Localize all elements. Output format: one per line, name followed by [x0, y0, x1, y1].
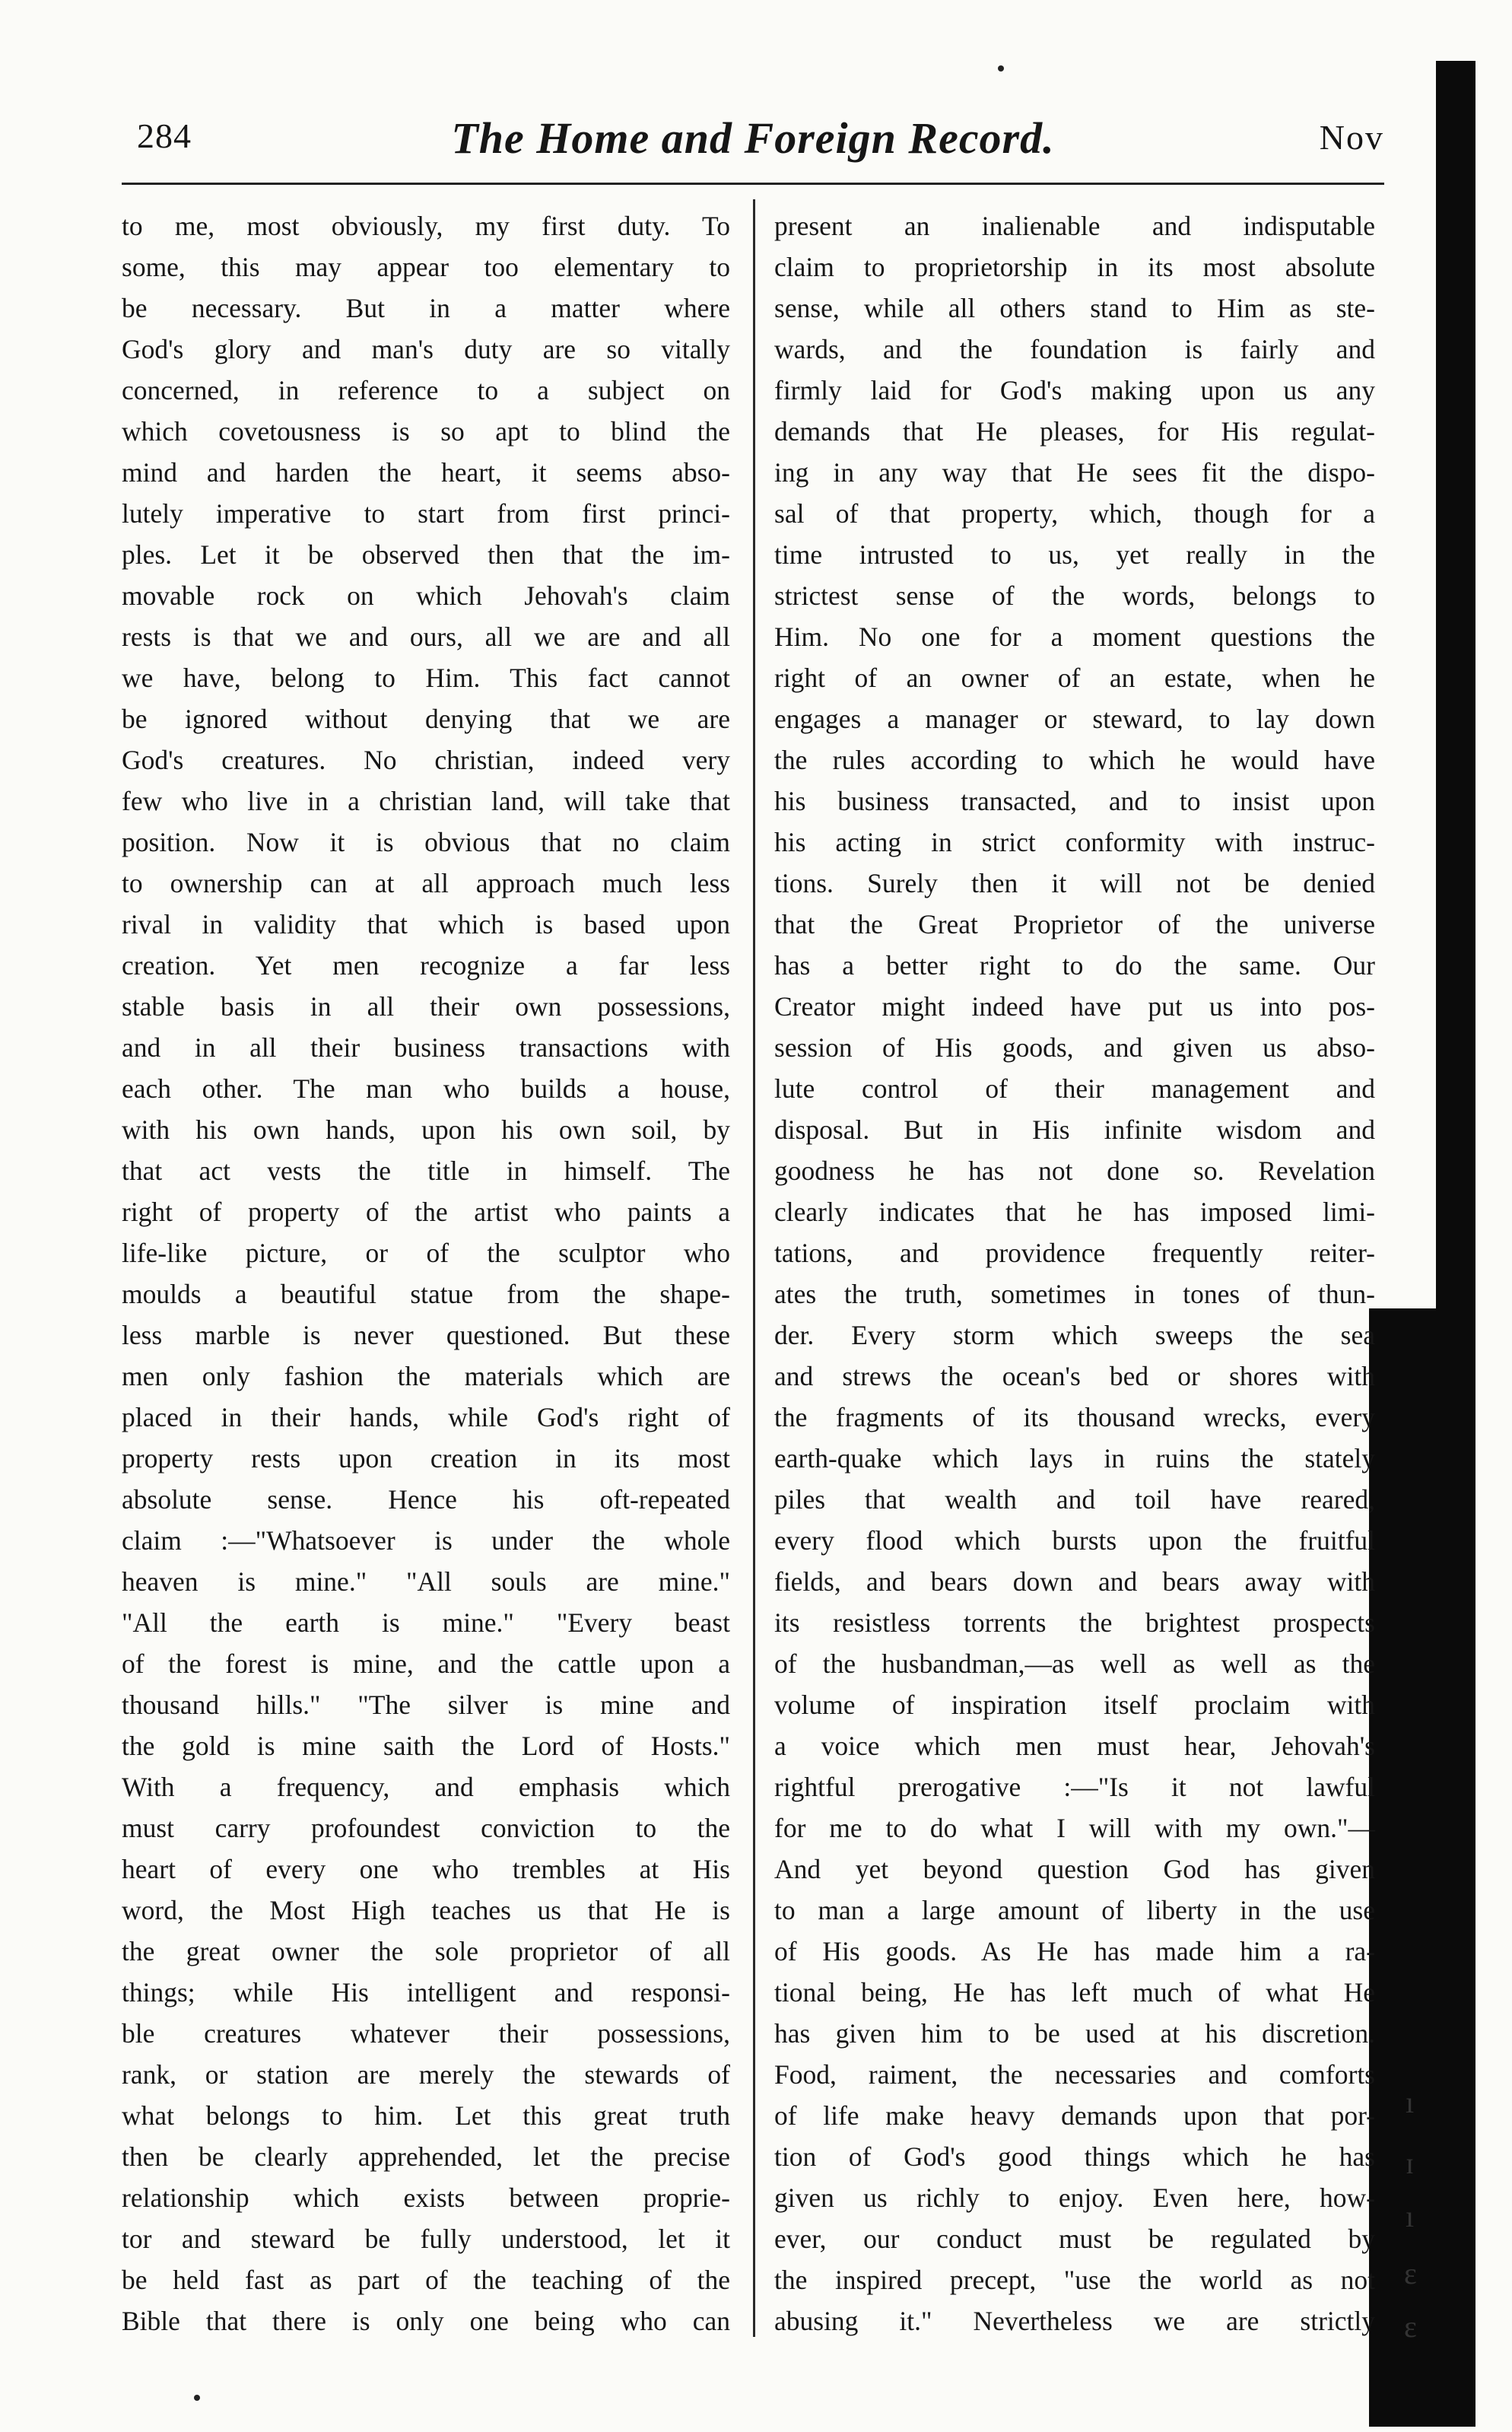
text-line: ble creatures whatever their possessions,	[122, 2018, 730, 2049]
text-line: rank, or station are merely the stewards of	[122, 2059, 730, 2090]
text-line: few who live in a christian land, will take that	[122, 786, 730, 816]
text-line: And yet beyond question God has given	[774, 1854, 1375, 1884]
text-line: wards, and the foundation is fairly and	[774, 334, 1375, 364]
text-line: rival in validity that which is based upon	[122, 909, 730, 939]
text-line: relationship which exists between proprie-	[122, 2182, 730, 2213]
text-line: of the forest is mine, and the cattle upon a	[122, 1648, 730, 1679]
text-line: we have, belong to Him. This fact cannot	[122, 663, 730, 693]
text-column-left	[122, 205, 730, 2341]
text-line: tional being, He has left much of what He	[774, 1977, 1375, 2008]
text-line: disposal. But in His infinite wisdom and	[774, 1114, 1375, 1145]
text-line: his acting in strict conformity with instruc-	[774, 827, 1375, 857]
text-line: engages a manager or steward, to lay down	[774, 704, 1375, 734]
text-line: ing in any way that He sees fit the dispo-	[774, 457, 1375, 488]
text-line: tations, and providence frequently reiter-	[774, 1238, 1375, 1268]
text-line: has given him to be used at his discretion.	[774, 2018, 1375, 2049]
text-line: less marble is never questioned. But these	[122, 1320, 730, 1350]
text-line: moulds a beautiful statue from the shape-	[122, 1279, 730, 1309]
text-line: which covetousness is so apt to blind the	[122, 416, 730, 447]
text-line: Creator might indeed have put us into pos-	[774, 991, 1375, 1022]
text-line: property rests upon creation in its most	[122, 1443, 730, 1474]
margin-mark: ı	[1406, 2199, 1415, 2233]
page-header	[122, 90, 1384, 181]
text-line: the inspired precept, "use the world as not	[774, 2265, 1375, 2295]
text-line: the fragments of its thousand wrecks, every	[774, 1402, 1375, 1432]
text-line: some, this may appear too elementary to	[122, 252, 730, 282]
text-line: has a better right to do the same. Our	[774, 950, 1375, 981]
text-line: movable rock on which Jehovah's claim	[122, 580, 730, 611]
page-number: 284	[137, 116, 192, 155]
text-line: time intrusted to us, yet really in the	[774, 539, 1375, 570]
text-line: for me to do what I will with my own."—	[774, 1813, 1375, 1843]
text-line: and in all their business transactions with	[122, 1032, 730, 1063]
text-line: must carry profoundest conviction to the	[122, 1813, 730, 1843]
text-line: firmly laid for God's making upon us any	[774, 375, 1375, 405]
text-line: be ignored without denying that we are	[122, 704, 730, 734]
scan-speck	[998, 65, 1004, 72]
text-line: volume of inspiration itself proclaim with	[774, 1690, 1375, 1720]
margin-mark: ɛ	[1404, 2310, 1417, 2344]
text-line: tions. Surely then it will not be denied	[774, 868, 1375, 898]
text-line: word, the Most High teaches us that He is	[122, 1895, 730, 1925]
text-line: position. Now it is obvious that no claim	[122, 827, 730, 857]
text-line: a voice which men must hear, Jehovah's	[774, 1731, 1375, 1761]
text-line: rightful prerogative :—"Is it not lawful	[774, 1772, 1375, 1802]
text-line: abusing it." Nevertheless we are strictly	[774, 2306, 1375, 2336]
text-line: tion of God's good things which he has	[774, 2141, 1375, 2172]
text-line: earth-quake which lays in ruins the stately	[774, 1443, 1375, 1474]
text-line: absolute sense. Hence his oft-repeated	[122, 1484, 730, 1515]
scan-edge-shadow-lower	[1369, 1308, 1437, 2427]
text-line: things; while His intelligent and responsi-	[122, 1977, 730, 2008]
text-column-right	[774, 205, 1375, 2341]
text-line: ates the truth, sometimes in tones of thun-	[774, 1279, 1375, 1309]
text-line: heaven is mine." "All souls are mine."	[122, 1566, 730, 1597]
text-line: thousand hills." "The silver is mine and	[122, 1690, 730, 1720]
text-line: God's creatures. No christian, indeed very	[122, 745, 730, 775]
text-line: stable basis in all their own possessions,	[122, 991, 730, 1022]
text-line: with his own hands, upon his own soil, by	[122, 1114, 730, 1145]
text-line: sense, while all others stand to Him as ste-	[774, 293, 1375, 323]
scan-edge-shadow	[1436, 61, 1475, 2427]
margin-mark: ı	[1406, 2085, 1415, 2119]
text-line: Bible that there is only one being who can	[122, 2306, 730, 2336]
text-line: heart of every one who trembles at His	[122, 1854, 730, 1884]
text-line: of the husbandman,—as well as well as the	[774, 1648, 1375, 1679]
text-line: to man a large amount of liberty in the use	[774, 1895, 1375, 1925]
text-line: goodness he has not done so. Revelation	[774, 1156, 1375, 1186]
running-month: Nov	[1319, 118, 1384, 157]
text-line: every flood which bursts upon the fruitful	[774, 1525, 1375, 1556]
text-line: given us richly to enjoy. Even here, how-	[774, 2182, 1375, 2213]
text-line: to ownership can at all approach much less	[122, 868, 730, 898]
text-line: the great owner the sole proprietor of all	[122, 1936, 730, 1966]
running-title: The Home and Foreign Record.	[451, 113, 1055, 163]
text-line: clearly indicates that he has imposed limi-	[774, 1197, 1375, 1227]
text-line: the rules according to which he would have	[774, 745, 1375, 775]
text-line: lute control of their management and	[774, 1073, 1375, 1104]
text-line: that act vests the title in himself. The	[122, 1156, 730, 1186]
text-line: claim to proprietorship in its most absolute	[774, 252, 1375, 282]
text-line: his business transacted, and to insist upon	[774, 786, 1375, 816]
text-line: present an inalienable and indisputable	[774, 211, 1375, 241]
text-line: what belongs to him. Let this great truth	[122, 2100, 730, 2131]
text-line: to me, most obviously, my first duty. To	[122, 211, 730, 241]
text-line: ples. Let it be observed then that the im-	[122, 539, 730, 570]
text-line: fields, and bears down and bears away with	[774, 1566, 1375, 1597]
text-line: Food, raiment, the necessaries and comforts	[774, 2059, 1375, 2090]
text-line: tor and steward be fully understood, let it	[122, 2224, 730, 2254]
text-line: mind and harden the heart, it seems abso-	[122, 457, 730, 488]
text-line: "All the earth is mine." "Every beast	[122, 1607, 730, 1638]
text-line: God's glory and man's duty are so vitally	[122, 334, 730, 364]
text-line: and strews the ocean's bed or shores with	[774, 1361, 1375, 1391]
text-line: demands that He pleases, for His regulat-	[774, 416, 1375, 447]
text-line: right of an owner of an estate, when he	[774, 663, 1375, 693]
text-line: concerned, in reference to a subject on	[122, 375, 730, 405]
text-line: rests is that we and ours, all we are and all	[122, 622, 730, 652]
text-line: be held fast as part of the teaching of the	[122, 2265, 730, 2295]
text-line: lutely imperative to start from first princi-	[122, 498, 730, 529]
margin-mark: ɛ	[1404, 2256, 1417, 2291]
header-rule	[122, 183, 1384, 185]
text-line: that the Great Proprietor of the universe	[774, 909, 1375, 939]
text-line: its resistless torrents the brightest prospects	[774, 1607, 1375, 1638]
scan-speck	[194, 2395, 200, 2401]
text-line: of life make heavy demands upon that por-	[774, 2100, 1375, 2131]
text-line: the gold is mine saith the Lord of Hosts."	[122, 1731, 730, 1761]
text-line: sal of that property, which, though for a	[774, 498, 1375, 529]
text-line: ever, our conduct must be regulated by	[774, 2224, 1375, 2254]
text-line: of His goods. As He has made him a ra-	[774, 1936, 1375, 1966]
text-line: Him. No one for a moment questions the	[774, 622, 1375, 652]
column-divider	[753, 199, 755, 2337]
text-line: men only fashion the materials which are	[122, 1361, 730, 1391]
text-line: right of property of the artist who paints a	[122, 1197, 730, 1227]
text-line: claim :—"Whatsoever is under the whole	[122, 1525, 730, 1556]
text-line: creation. Yet men recognize a far less	[122, 950, 730, 981]
text-line: With a frequency, and emphasis which	[122, 1772, 730, 1802]
text-line: session of His goods, and given us abso-	[774, 1032, 1375, 1063]
text-line: piles that wealth and toil have reared,	[774, 1484, 1375, 1515]
text-line: then be clearly apprehended, let the precise	[122, 2141, 730, 2172]
text-line: each other. The man who builds a house,	[122, 1073, 730, 1104]
text-line: der. Every storm which sweeps the sea	[774, 1320, 1375, 1350]
margin-mark: ɪ	[1406, 2146, 1415, 2180]
text-line: placed in their hands, while God's right of	[122, 1402, 730, 1432]
text-line: life-like picture, or of the sculptor who	[122, 1238, 730, 1268]
text-line: strictest sense of the words, belongs to	[774, 580, 1375, 611]
text-line: be necessary. But in a matter where	[122, 293, 730, 323]
